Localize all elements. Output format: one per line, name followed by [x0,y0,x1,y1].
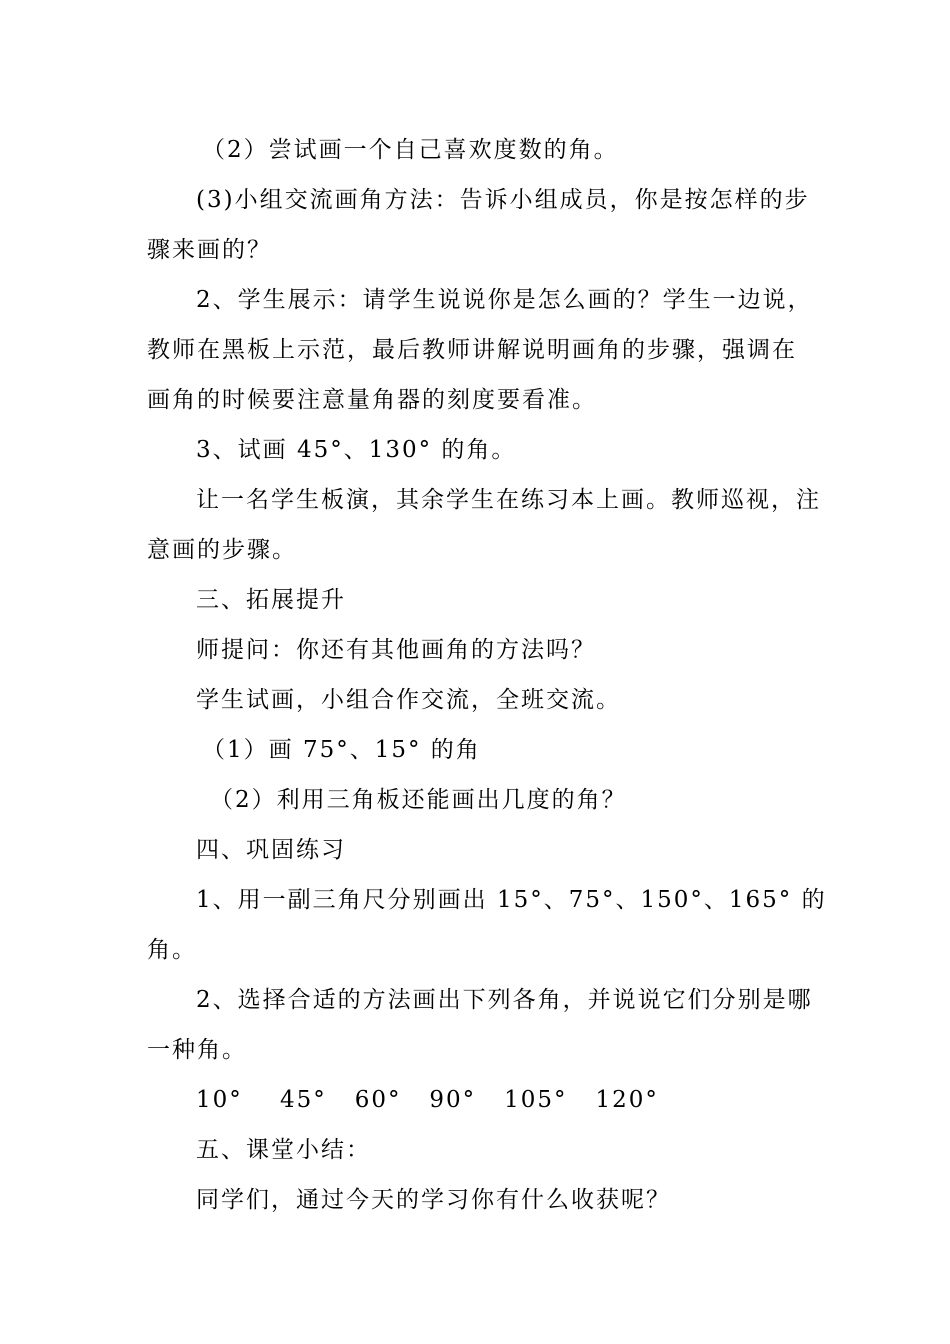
text-line: 一种角。 [147,1037,247,1063]
text-line: 教师在黑板上示范，最后教师讲解说明画角的步骤，强调在 [147,337,797,363]
text-line: 1、用一副三角尺分别画出 15°、75°、150°、165° 的 [196,887,827,913]
angle-list: 10° 45° 60° 90° 105° 120° [196,1087,659,1113]
text-line: 同学们，通过今天的学习你有什么收获呢？ [196,1187,671,1213]
text-line: (3)小组交流画角方法：告诉小组成员，你是按怎样的步 [196,187,810,213]
text-line: 意画的步骤。 [147,537,297,563]
text-line: 2、学生展示：请学生说说你是怎么画的？学生一边说， [196,287,813,313]
section-heading: 三、拓展提升 [196,587,346,613]
text-line: 骤来画的？ [147,237,272,263]
section-heading: 五、课堂小结： [196,1137,371,1163]
text-line: 师提问：你还有其他画角的方法吗？ [196,637,596,663]
text-line: （2）尝试画一个自己喜欢度数的角。 [202,137,619,163]
section-heading: 四、巩固练习 [196,837,346,863]
text-line: 学生试画，小组合作交流，全班交流。 [196,687,621,713]
text-line: 3、试画 45°、130° 的角。 [196,437,517,463]
text-line: （2）利用三角板还能画出几度的角？ [210,787,627,813]
text-line: 角。 [147,937,197,963]
text-line: 2、选择合适的方法画出下列各角，并说说它们分别是哪 [196,987,813,1013]
text-line: （1）画 75°、15° 的角 [202,737,481,763]
text-line: 画角的时候要注意量角器的刻度要看准。 [147,387,597,413]
text-line: 让一名学生板演，其余学生在练习本上画。教师巡视，注 [196,487,821,513]
